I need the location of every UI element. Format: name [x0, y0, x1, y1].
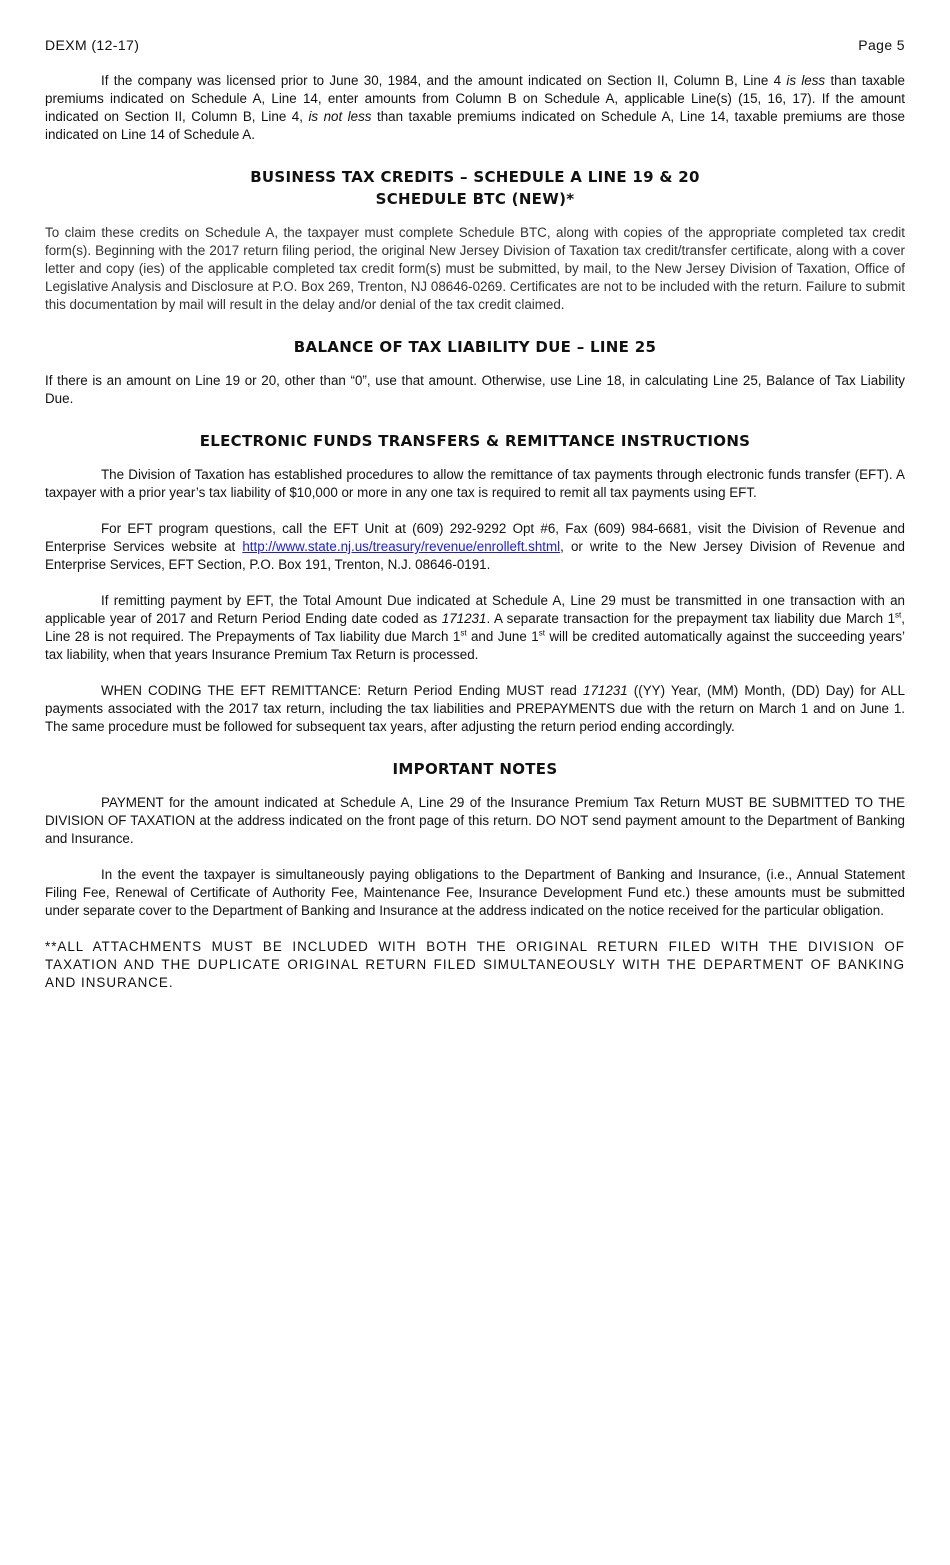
eft-enroll-link[interactable]: http://www.state.nj.us/treasury/revenue/enrolleft.shtml — [242, 539, 561, 554]
eft-paragraph-1: The Division of Taxation has established procedures to allow the remittance of tax payments through electronic funds transfer (EFT). A taxpayer with a prior year’s tax liability of $10,000 or more in any one tax is required to remit all tax payments using EFT. — [45, 467, 905, 500]
credits-subheading: SCHEDULE BTC (NEW)* — [375, 190, 575, 208]
page-content — [45, 72, 905, 992]
eft-paragraph-4: WHEN CODING THE EFT REMITTANCE: Return Period Ending MUST read 171231 ((YY) Year, (MM) Month, (DD) Day) for ALL payments associated with the 2017 tax return, including the tax liabilities and PREPAYMENTS due with the return on March 1 and on June 1. The same procedure must be followed for subsequent tax years, after adjusting the return period ending accordingly. — [45, 683, 905, 734]
balance-body: If there is an amount on Line 19 or 20, other than “0”, use that amount. Otherwise, use Line 18, in calculating Line 25, Balance of Tax Liability Due. — [45, 373, 905, 406]
intro-paragraph: If the company was licensed prior to June 30, 1984, and the amount indicated on Section II, Column B, Line 4 is less than taxable premiums indicated on Schedule A, Line 14, enter amounts from Column B on Schedule A, applicable Line(s) (15, 16, 17). If the amount indicated on Section II, Column B, Line 4, is not less than taxable premiums indicated on Schedule A, Line 14, taxable premiums are those indicated on Line 14 of Schedule A. — [45, 73, 905, 142]
page-header — [45, 37, 905, 53]
credits-heading: BUSINESS TAX CREDITS – SCHEDULE A LINE 19 & 20 — [250, 168, 700, 186]
notes-paragraph-2: In the event the taxpayer is simultaneously paying obligations to the Department of Banking and Insurance, (i.e., Annual Statement Filing Fee, Renewal of Certificate of Authority Fee, Maintenance Fee, Insurance Development Fund etc.) these amounts must be submitted under separate cover to the Department of Banking and Insurance at the address indicated on the notice received for the particular obligation. — [45, 867, 905, 918]
eft-heading: ELECTRONIC FUNDS TRANSFERS & REMITTANCE INSTRUCTIONS — [199, 432, 751, 450]
attachments-notice: **ALL ATTACHMENTS MUST BE INCLUDED WITH BOTH THE ORIGINAL RETURN FILED WITH THE DIVISION OF TAXATION AND THE DUPLICATE ORIGINAL RETURN FILED SIMULTANEOUSLY WITH THE DEPARTMENT OF BANKING AND INSURANCE. — [45, 939, 905, 990]
form-code: DEXM (12-17) — [45, 37, 140, 53]
eft-paragraph-2: For EFT program questions, call the EFT Unit at (609) 292-9292 Opt #6, Fax (609) 984-6681, visit the Division of Revenue and Enterprise Services website at http://www.state.nj.us/treasury/revenue/enrolleft.shtml, or write to the New Jersey Division of Revenue and Enterprise Services, EFT Section, P.O. Box 191, Trenton, N.J. 08646-0191. — [45, 521, 905, 572]
notes-heading: IMPORTANT NOTES — [392, 760, 558, 778]
balance-heading: BALANCE OF TAX LIABILITY DUE – LINE 25 — [293, 338, 657, 356]
notes-paragraph-1: PAYMENT for the amount indicated at Schedule A, Line 29 of the Insurance Premium Tax Return MUST BE SUBMITTED TO THE DIVISION OF TAXATION at the address indicated on the front page of this return. DO NOT send payment amount to the Department of Banking and Insurance. — [45, 795, 905, 846]
credits-body: To claim these credits on Schedule A, the taxpayer must complete Schedule BTC, along with copies of the appropriate completed tax credit form(s). Beginning with the 2017 return filing period, the original New Jersey Division of Taxation tax credit/transfer certificate, along with a cover letter and copy (ies) of the applicable completed tax credit form(s) must be submitted, by mail, to the New Jersey Division of Taxation, Office of Legislative Analysis and Disclosure at P.O. Box 269, Trenton, NJ 08646-0269. Certificates are not to be included with the return. Failure to submit this documentation by mail will result in the delay and/or denial of the tax credit claimed. — [45, 225, 905, 312]
page-number: Page 5 — [858, 37, 905, 53]
eft-paragraph-3: If remitting payment by EFT, the Total Amount Due indicated at Schedule A, Line 29 must be transmitted in one transaction with an applicable year of 2017 and Return Period Ending date coded as 171231. A separate transaction for the prepayment tax liability due March 1st, Line 28 is not required. The Prepayments of Tax liability due March 1st and June 1st will be credited automatically against the succeeding years’ tax liability, when that years Insurance Premium Tax Return is processed. — [45, 593, 906, 662]
